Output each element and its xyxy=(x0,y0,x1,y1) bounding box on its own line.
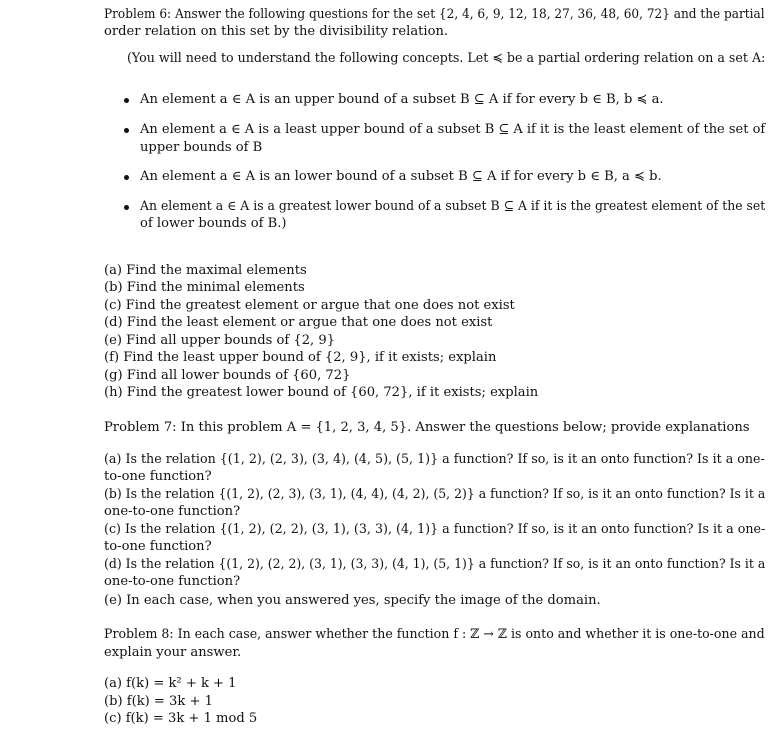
problem6-part-a: (a) Find the maximal elements xyxy=(104,263,307,278)
problem7-line: to-one function? xyxy=(104,469,212,484)
problem8-intro-line2: explain your answer. xyxy=(104,645,242,660)
bullet-dot xyxy=(124,175,129,180)
problem7-line: (e) In each case, when you answered yes, specify the image of the domain. xyxy=(104,593,601,608)
bullet-upper-bound: An element a ∈ A is an upper bound of a subset B ⊆ A if for every b ∈ B, b ≼ a. xyxy=(140,92,664,107)
bullet-lower-bound: An element a ∈ A is an lower bound of a subset B ⊆ A if for every b ∈ B, a ≼ b. xyxy=(140,169,662,184)
problem7-line: (c) Is the relation {(1, 2), (2, 2), (3, 1), (3, 3), (4, 1)} a function? If so, is it an onto function? Is it a one- xyxy=(104,522,766,537)
problem6-intro-line2: order relation on this set by the divisibility relation. xyxy=(104,24,449,39)
problem6-part-h: (h) Find the greatest lower bound of {60, 72}, if it exists; explain xyxy=(104,385,539,400)
problem6-part-f: (f) Find the least upper bound of {2, 9}, if it exists; explain xyxy=(104,350,497,365)
concepts-intro: (You will need to understand the following concepts. Let ≼ be a partial ordering relation on a set A: xyxy=(127,51,766,66)
problem8-intro-line1: Problem 8: In each case, answer whether the function f : ℤ → ℤ is onto and whether it is one-to-one and xyxy=(104,627,765,642)
problem7-line: one-to-one function? xyxy=(104,574,241,589)
bullet-dot xyxy=(124,128,129,133)
problem8-part-a: (a) f(k) = k² + k + 1 xyxy=(104,676,237,691)
problem7-line: (b) Is the relation {(1, 2), (2, 3), (3, 1), (4, 4), (4, 2), (5, 2)} a function? If so, is it an onto function? Is it a xyxy=(104,487,766,502)
problem6-part-d: (d) Find the least element or argue that one does not exist xyxy=(104,315,493,330)
bullet-dot xyxy=(124,205,129,210)
problem7-intro: Problem 7: In this problem A = {1, 2, 3, 4, 5}. Answer the questions below; provide explanations xyxy=(104,420,750,435)
problem6-intro-line1: Problem 6: Answer the following questions for the set {2, 4, 6, 9, 12, 18, 27, 36, 48, 60, 72} and the partial xyxy=(104,7,765,22)
problem7-line: (d) Is the relation {(1, 2), (2, 2), (3, 1), (3, 3), (4, 1), (5, 1)} a function? If so, is it an onto function? Is it a xyxy=(104,557,766,572)
problem7-line: one-to-one function? xyxy=(104,504,241,519)
problem6-part-e: (e) Find all upper bounds of {2, 9} xyxy=(104,333,336,348)
problem8-part-c: (c) f(k) = 3k + 1 mod 5 xyxy=(104,711,258,726)
problem6-part-c: (c) Find the greatest element or argue that one does not exist xyxy=(104,298,515,313)
bullet-greatest-lower-bound-line1: An element a ∈ A is a greatest lower bound of a subset B ⊆ A if it is the greatest element of the set xyxy=(140,199,766,214)
problem8-part-b: (b) f(k) = 3k + 1 xyxy=(104,694,213,709)
bullet-dot xyxy=(124,98,129,103)
bullet-greatest-lower-bound-line2: of lower bounds of B.) xyxy=(140,216,287,231)
problem7-line: (a) Is the relation {(1, 2), (2, 3), (3, 4), (4, 5), (5, 1)} a function? If so, is it an onto function? Is it a one- xyxy=(104,452,765,467)
bullet-least-upper-bound-line2: upper bounds of B xyxy=(140,140,263,155)
problem6-part-b: (b) Find the minimal elements xyxy=(104,280,305,295)
problem7-line: to-one function? xyxy=(104,539,212,554)
bullet-least-upper-bound-line1: An element a ∈ A is a least upper bound of a subset B ⊆ A if it is the least element of the set of xyxy=(140,122,766,137)
problem6-part-g: (g) Find all lower bounds of {60, 72} xyxy=(104,368,351,383)
